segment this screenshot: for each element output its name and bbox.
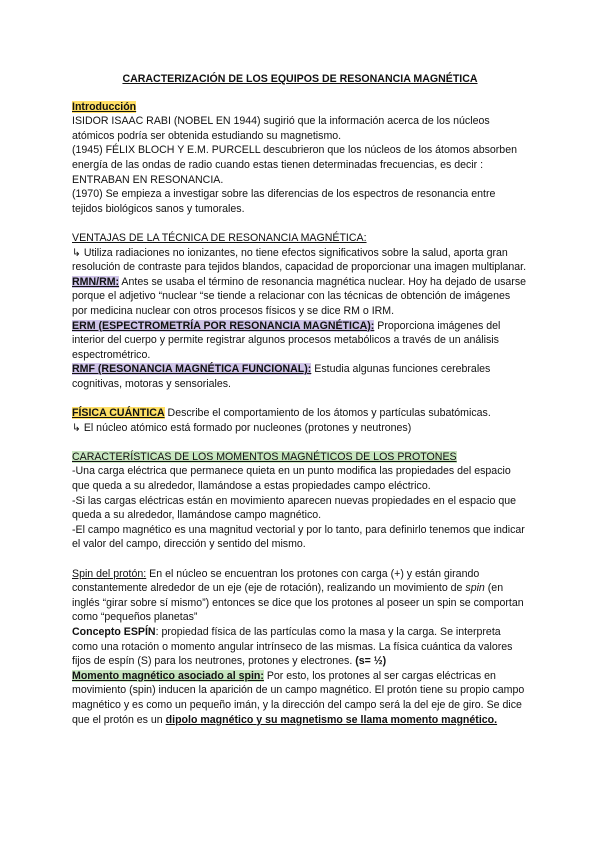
intro-paragraph-2: (1945) FÉLIX BLOCH Y E.M. PURCELL descubrieron que los núcleos de los átomos absorben energía de las ondas de radio cuando estas tienen determinadas frecuencias, es decir : ENTRABAN EN RESONANCIA. [72,144,517,186]
fisica-paragraph [72,406,528,421]
rmn-text: Antes se usaba el término de resonancia magnética nuclear. Hoy ha dejado de usarse porque el adjetivo “nuclear “se tiende a relacionar con las técnicas de obtención de imágenes por medicina nuclear con otros procesos físicos y se dice RM o IRM. [72,275,527,317]
caracteristicas-paragraph-2: -Si las cargas eléctricas están en movimiento aparecen nuevas propiedades en el espacio que queda a su alrededor, llamándose campo magnético. [72,494,517,522]
momento-emphasis: dipolo magnético y su magnetismo se llama momento magnético. [165,713,498,726]
caracteristicas-heading-label: CARACTERÍSTICAS DE LOS MOMENTOS MAGNÉTICOS DE LOS PROTONES [72,450,457,463]
rmf-label: RMF (RESONANCIA MAGNÉTICA FUNCIONAL): [72,363,312,376]
intro-heading [72,100,528,115]
fisica-text: Describe el comportamiento de los átomos y partículas subatómicas. [164,407,491,420]
spacer [72,435,528,450]
ventajas-bullet: ↳ Utiliza radiaciones no ionizantes, no tiene efectos significativos sobre la salud, aporta gran resolución de contraste para tejidos blandos, capacidad de proporcionar una imagen multiplanar. [72,246,527,274]
caracteristicas-paragraph-3: -El campo magnético es una magnitud vectorial y por lo tanto, para definirlo tenemos que indicar el valor del campo, dirección y sentido del mismo. [72,523,525,551]
concepto-paragraph [72,625,528,669]
intro-heading-label: Introducción [72,100,137,113]
intro-paragraph-3: (1970) Se empieza a investigar sobre las diferencias de los espectros de resonancia entre tejidos biológicos sanos y tumorales. [72,188,496,215]
rmf-text: Estudia algunas funciones cerebrales cognitivas, motoras y sensoriales. [72,363,491,390]
caracteristicas-heading [72,450,528,465]
spin-italic-word: spin [465,582,485,595]
concepto-text: : propiedad física de las partículas como la masa y la carga. Se interpreta como una rotación o momento angular intrínseco de las mismas. La física cuántica da valores fijos de espín (S) para los neutrones, protones y electrones. [72,625,513,668]
intro-paragraph-1: ISIDOR ISAAC RABI (NOBEL EN 1944) sugirió que la información acerca de los núcleos atómicos podría ser obtenida estudiando su magnetismo. [72,115,490,142]
rmn-label: RMN/RM: [72,275,120,288]
rmf-paragraph [72,362,528,391]
concepto-label: Concepto ESPÍN [72,625,156,638]
fisica-bullet: ↳ El núcleo atómico está formado por nucleones (protones y neutrones) [72,421,412,434]
rmn-paragraph [72,275,528,319]
spin-text-b: (en inglés “girar sobre sí mismo”) entonces se dice que los protones al poseer un spin se comportan como “pequeños planetas” [72,582,524,624]
erm-label: ERM (ESPECTROMETRÍA POR RESONANCIA MAGNÉTICA): [72,319,375,332]
spacer [72,552,528,567]
caracteristicas-paragraph-1: -Una carga eléctrica que permanece quieta en un punto modifica las propiedades del espacio que queda a su alrededor, llamándose a estas propiedades campo eléctrico. [72,465,511,493]
erm-paragraph [72,319,528,363]
erm-text: Proporciona imágenes del interior del cuerpo y permite registrar algunos procesos metabólicos a través de un análisis espectrométrico. [72,319,501,361]
ventajas-heading: VENTAJAS DE LA TÉCNICA DE RESONANCIA MAGNÉTICA: [72,231,367,244]
fisica-label: FÍSICA CUÁNTICA [72,407,165,420]
spin-text-a: En el núcleo se encuentran los protones con carga (+) y están girando constantemente alrededor de un eje (eje de rotación), realizando un movimiento de [72,567,480,595]
spacer [72,216,528,231]
spin-paragraph [72,567,528,625]
spacer [72,391,528,406]
momento-paragraph [72,669,528,727]
document-title: CARACTERIZACIÓN DE LOS EQUIPOS DE RESONANCIA MAGNÉTICA [122,73,478,85]
concepto-value: (s= ½) [355,655,387,668]
momento-label: Momento magnético asociado al spin: [72,669,264,682]
momento-text: Por esto, los protones al ser cargas eléctricas en movimiento (spin) inducen la aparición de un campo magnético. El protón tiene su propio campo magnético y es como un pequeño imán, y la dirección del campo será la del eje de giro. Se dice que el protón es un [72,669,525,726]
spin-label: Spin del protón: [72,567,147,580]
document-page [72,72,528,727]
